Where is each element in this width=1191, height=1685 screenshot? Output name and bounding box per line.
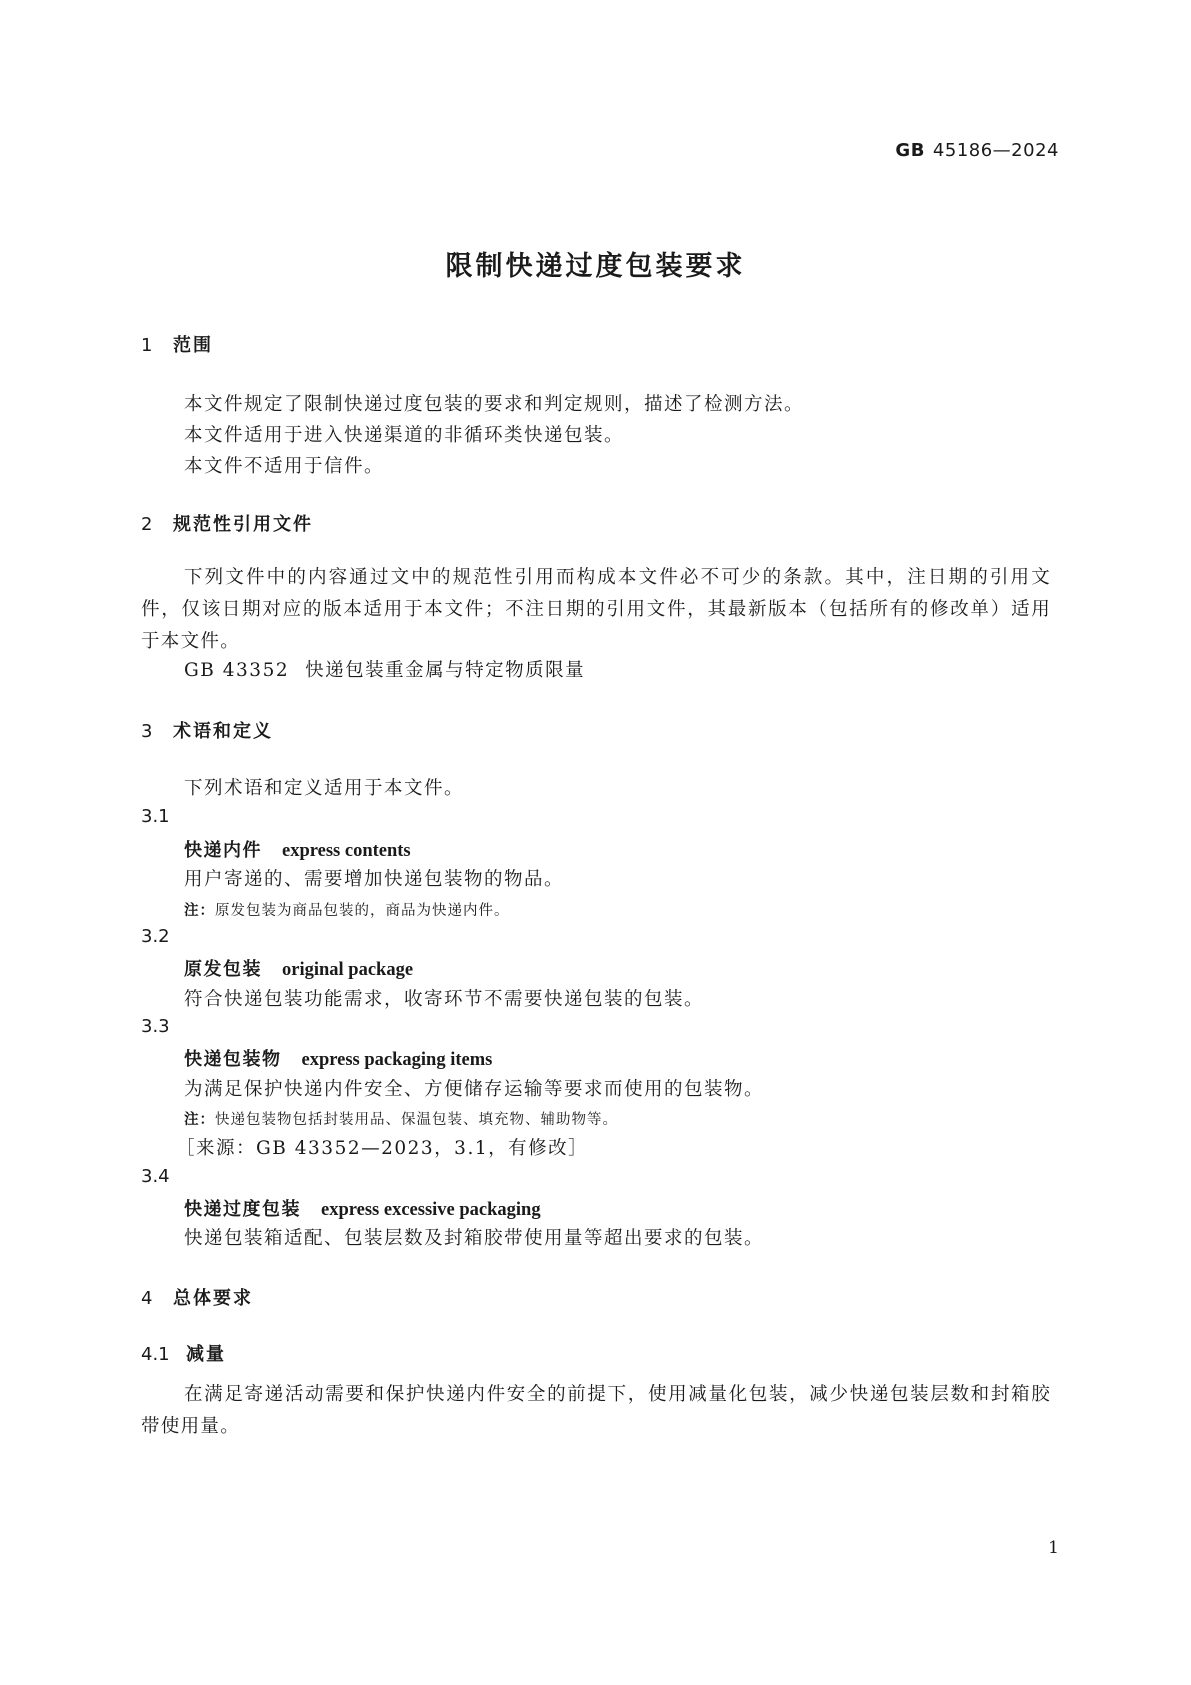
term-heading	[184, 1195, 541, 1221]
term-definition: 快递包装箱适配、包装层数及封箱胶带使用量等超出要求的包装。	[184, 1228, 765, 1249]
section-3-heading	[141, 717, 273, 743]
note-label: 注：	[184, 903, 215, 919]
term-zh: 原发包装	[184, 959, 262, 980]
term-en: original package	[282, 960, 414, 980]
section-title: 术语和定义	[173, 721, 273, 742]
section-number: 1	[141, 335, 155, 356]
term-heading	[184, 836, 411, 862]
term-number: 3.2	[141, 926, 170, 947]
note-text: 快递包装物包括封装用品、保温包装、填充物、辅助物等。	[215, 1112, 618, 1128]
section-4-heading	[141, 1284, 253, 1310]
term-zh: 快递包装物	[184, 1049, 282, 1070]
section-number: 2	[141, 514, 155, 535]
subsection-4-1-heading	[141, 1340, 226, 1366]
term-heading	[184, 1045, 492, 1071]
term-definition: 符合快递包装功能需求，收寄环节不需要快递包装的包装。	[184, 989, 705, 1010]
section-title: 规范性引用文件	[173, 514, 313, 535]
reference-title: 快递包装重金属与特定物质限量	[305, 660, 586, 681]
term-en: express contents	[282, 841, 411, 861]
paragraph: 下列文件中的内容通过文中的规范性引用而构成本文件必不可少的条款。其中，注日期的引用文件，仅该日期对应的版本适用于本文件；不注日期的引用文件，其最新版本（包括所有的修改单）适用于本文件。	[141, 567, 1051, 652]
term-number: 3.1	[141, 806, 170, 827]
paragraph: 本文件不适用于信件。	[184, 456, 385, 477]
term-source: ［来源：GB 43352—2023，3.1，有修改］	[176, 1138, 589, 1159]
reference-code: GB 43352	[184, 660, 290, 681]
subsection-title: 减量	[186, 1344, 226, 1365]
term-number: 3.3	[141, 1016, 170, 1037]
term-zh: 快递内件	[184, 840, 262, 861]
subsection-number: 4.1	[141, 1344, 170, 1365]
note-label: 注：	[184, 1112, 215, 1128]
paragraph: 在满足寄递活动需要和保护快递内件安全的前提下，使用减量化包装，减少快递包装层数和封箱胶带使用量。	[141, 1384, 1051, 1437]
standard-code: GB	[895, 140, 925, 161]
standard-number-value: 45186—2024	[932, 140, 1059, 161]
section-title: 范围	[173, 335, 213, 356]
term-note	[184, 1108, 618, 1129]
term-definition: 为满足保护快递内件安全、方便储存运输等要求而使用的包装物。	[184, 1079, 765, 1100]
normative-reference	[184, 656, 585, 682]
term-note	[184, 899, 510, 920]
section-title: 总体要求	[173, 1288, 253, 1309]
paragraph: 下列术语和定义适用于本文件。	[184, 778, 465, 799]
term-definition: 用户寄递的、需要增加快递包装物的物品。	[184, 869, 565, 890]
term-heading	[184, 955, 413, 981]
standard-number	[895, 140, 1059, 161]
document-title: 限制快递过度包装要求	[445, 251, 746, 282]
paragraph: 本文件适用于进入快递渠道的非循环类快递包装。	[184, 425, 625, 446]
page-number: 1	[1048, 1538, 1059, 1558]
section-2-heading	[141, 510, 313, 536]
term-zh: 快递过度包装	[184, 1199, 301, 1220]
term-en: express excessive packaging	[321, 1200, 541, 1220]
section-number: 3	[141, 721, 155, 742]
section-1-heading	[141, 331, 213, 357]
term-en: express packaging items	[301, 1050, 493, 1070]
term-number: 3.4	[141, 1166, 170, 1187]
note-text: 原发包装为商品包装的，商品为快递内件。	[215, 903, 510, 919]
paragraph: 本文件规定了限制快递过度包装的要求和判定规则，描述了检测方法。	[184, 394, 805, 415]
section-number: 4	[141, 1288, 155, 1309]
